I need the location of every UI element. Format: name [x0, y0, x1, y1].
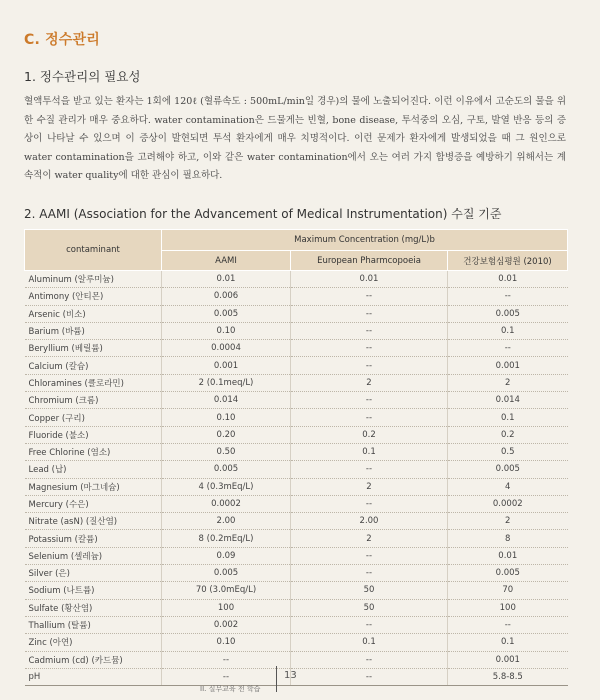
cell-hira: 0.001 [448, 357, 568, 374]
cell-aami: 0.014 [162, 392, 291, 409]
cell-european-pharmacopoeia: -- [291, 547, 448, 564]
cell-hira: 8 [448, 530, 568, 547]
table-row [25, 582, 568, 599]
table-row [25, 547, 568, 564]
cell-aami: 0.09 [162, 547, 291, 564]
cell-contaminant: Zinc (아연) [25, 634, 162, 651]
subsection-title-necessity: 1. 정수관리의 필요성 [24, 69, 141, 84]
cell-aami: 2.00 [162, 513, 291, 530]
cell-european-pharmacopoeia: -- [291, 651, 448, 668]
cell-european-pharmacopoeia: 0.01 [291, 271, 448, 288]
cell-hira: 2 [448, 374, 568, 391]
cell-aami: 8 (0.2mEq/L) [162, 530, 291, 547]
cell-european-pharmacopoeia: -- [291, 616, 448, 633]
cell-hira: 2 [448, 513, 568, 530]
cell-european-pharmacopoeia: -- [291, 340, 448, 357]
cell-aami: 0.002 [162, 616, 291, 633]
cell-european-pharmacopoeia: 0.1 [291, 443, 448, 460]
cell-contaminant: Cadmium (cd) (카드뮴) [25, 651, 162, 668]
cell-hira: 0.005 [448, 305, 568, 322]
cell-european-pharmacopoeia: 2.00 [291, 513, 448, 530]
cell-aami: 0.01 [162, 271, 291, 288]
cell-aami: 2 (0.1meq/L) [162, 374, 291, 391]
cell-contaminant: pH [25, 668, 162, 685]
cell-hira: -- [448, 616, 568, 633]
header-hira-2010: 건강보험심평원 (2010) [448, 251, 568, 271]
cell-aami: 0.0004 [162, 340, 291, 357]
cell-hira: 0.01 [448, 271, 568, 288]
footer-divider [276, 666, 277, 692]
cell-contaminant: Selenium (셀레늄) [25, 547, 162, 564]
cell-european-pharmacopoeia: -- [291, 392, 448, 409]
cell-aami: -- [162, 651, 291, 668]
cell-contaminant: Chromium (크롬) [25, 392, 162, 409]
cell-hira: 0.01 [448, 547, 568, 564]
cell-european-pharmacopoeia: 0.1 [291, 634, 448, 651]
cell-hira: 0.1 [448, 409, 568, 426]
cell-european-pharmacopoeia: 0.2 [291, 426, 448, 443]
cell-european-pharmacopoeia: -- [291, 305, 448, 322]
table-row [25, 599, 568, 616]
water-quality-table-wrap [24, 229, 567, 686]
cell-contaminant: Mercury (수은) [25, 495, 162, 512]
cell-european-pharmacopoeia: -- [291, 322, 448, 339]
cell-contaminant: Copper (구리) [25, 409, 162, 426]
subsection-title-aami: 2. AAMI (Association for the Advancement of Medical Instrumentation) 수질 기준 [24, 207, 502, 221]
cell-contaminant: Fluoride (불소) [25, 426, 162, 443]
table-row [25, 530, 568, 547]
table-row [25, 288, 568, 305]
table-body [25, 271, 568, 686]
cell-hira: 4 [448, 478, 568, 495]
cell-hira: 5.8-8.5 [448, 668, 568, 685]
section-title: C. 정수관리 [24, 32, 100, 48]
table-row [25, 495, 568, 512]
cell-contaminant: Potassium (칼륨) [25, 530, 162, 547]
cell-contaminant: Nitrate (asN) (질산염) [25, 513, 162, 530]
cell-contaminant: Sodium (나트륨) [25, 582, 162, 599]
water-quality-table [24, 229, 568, 686]
cell-contaminant: Aluminum (알루미늄) [25, 271, 162, 288]
table-row [25, 271, 568, 288]
cell-hira: 0.005 [448, 565, 568, 582]
cell-contaminant: Sulfate (황산염) [25, 599, 162, 616]
cell-aami: 0.10 [162, 409, 291, 426]
cell-aami: 0.10 [162, 322, 291, 339]
cell-hira: 0.001 [448, 651, 568, 668]
cell-hira: 0.014 [448, 392, 568, 409]
cell-aami: 0.0002 [162, 495, 291, 512]
cell-hira: 0.1 [448, 634, 568, 651]
cell-european-pharmacopoeia: -- [291, 461, 448, 478]
cell-contaminant: Free Chlorine (염소) [25, 443, 162, 460]
table-row [25, 322, 568, 339]
cell-european-pharmacopoeia: 2 [291, 374, 448, 391]
cell-european-pharmacopoeia: -- [291, 668, 448, 685]
table-row [25, 616, 568, 633]
cell-european-pharmacopoeia: 2 [291, 478, 448, 495]
table-row [25, 651, 568, 668]
cell-aami: 0.50 [162, 443, 291, 460]
table-row [25, 513, 568, 530]
table-row [25, 634, 568, 651]
cell-aami: 0.001 [162, 357, 291, 374]
cell-hira: -- [448, 288, 568, 305]
cell-contaminant: Lead (납) [25, 461, 162, 478]
cell-aami: 0.005 [162, 461, 291, 478]
footer-chapter: II. 실무교육 전 학습 [200, 685, 261, 693]
cell-aami: 0.005 [162, 565, 291, 582]
table-row [25, 374, 568, 391]
cell-contaminant: Calcium (칼슘) [25, 357, 162, 374]
table-row [25, 305, 568, 322]
header-european-pharmacopoeia: European Pharmcopoeia [291, 251, 448, 271]
cell-hira: -- [448, 340, 568, 357]
table-row [25, 461, 568, 478]
cell-hira: 70 [448, 582, 568, 599]
cell-aami: 0.005 [162, 305, 291, 322]
cell-contaminant: Beryllium (베릴륨) [25, 340, 162, 357]
table-row [25, 340, 568, 357]
header-max-concentration: Maximum Concentration (mg/L)b [162, 230, 568, 251]
cell-hira: 0.005 [448, 461, 568, 478]
cell-european-pharmacopoeia: 2 [291, 530, 448, 547]
cell-contaminant: Thallium (탈륨) [25, 616, 162, 633]
table-row [25, 357, 568, 374]
cell-european-pharmacopoeia: 50 [291, 582, 448, 599]
header-aami: AAMI [162, 251, 291, 271]
table-row [25, 409, 568, 426]
cell-european-pharmacopoeia: -- [291, 495, 448, 512]
table-row [25, 426, 568, 443]
cell-aami: 0.006 [162, 288, 291, 305]
table-row [25, 443, 568, 460]
page-number: 13 [284, 670, 297, 681]
cell-contaminant: Barium (바륨) [25, 322, 162, 339]
cell-contaminant: Antimony (안티몬) [25, 288, 162, 305]
cell-aami: 4 (0.3mEq/L) [162, 478, 291, 495]
cell-hira: 0.5 [448, 443, 568, 460]
cell-hira: 100 [448, 599, 568, 616]
cell-european-pharmacopoeia: -- [291, 357, 448, 374]
cell-aami: 0.10 [162, 634, 291, 651]
cell-contaminant: Magnesium (마그네슘) [25, 478, 162, 495]
cell-hira: 0.2 [448, 426, 568, 443]
cell-european-pharmacopoeia: -- [291, 288, 448, 305]
cell-european-pharmacopoeia: -- [291, 565, 448, 582]
cell-aami: 100 [162, 599, 291, 616]
cell-aami: 0.20 [162, 426, 291, 443]
table-row [25, 565, 568, 582]
cell-european-pharmacopoeia: 50 [291, 599, 448, 616]
body-paragraph: 혈액투석을 받고 있는 환자는 1회에 120ℓ (혈류속도 : 500mL/min일 경우)의 물에 노출되어진다. 이런 이유에서 고순도의 물을 위한 수질 관리가 매우 중요하다. water contamination은 드물게는 빈혈, bone disease, 투석중의 오심, 구토, 발열 반응 등의 증상이 나타날 수 있으며 이 증상이 발현되면 투석 환자에게 매우 치명적이다. 이런 문제가 환자에게 발생되었을 때 그 원인으로 water contamination을 고려해야 하고, 이와 같은 water contamination에서 오는 여러 가지 합병증을 예방하기 위해서는 계속적이 water quality에 대한 관심이 필요하다. [24, 96, 566, 182]
table-row [25, 478, 568, 495]
header-contaminant: contaminant [25, 230, 162, 271]
cell-contaminant: Silver (은) [25, 565, 162, 582]
cell-contaminant: Arsenic (비소) [25, 305, 162, 322]
cell-aami: 70 (3.0mEq/L) [162, 582, 291, 599]
cell-contaminant: Chloramines (클로라민) [25, 374, 162, 391]
cell-aami: -- [162, 668, 291, 685]
table-row [25, 392, 568, 409]
cell-hira: 0.0002 [448, 495, 568, 512]
cell-european-pharmacopoeia: -- [291, 409, 448, 426]
cell-hira: 0.1 [448, 322, 568, 339]
